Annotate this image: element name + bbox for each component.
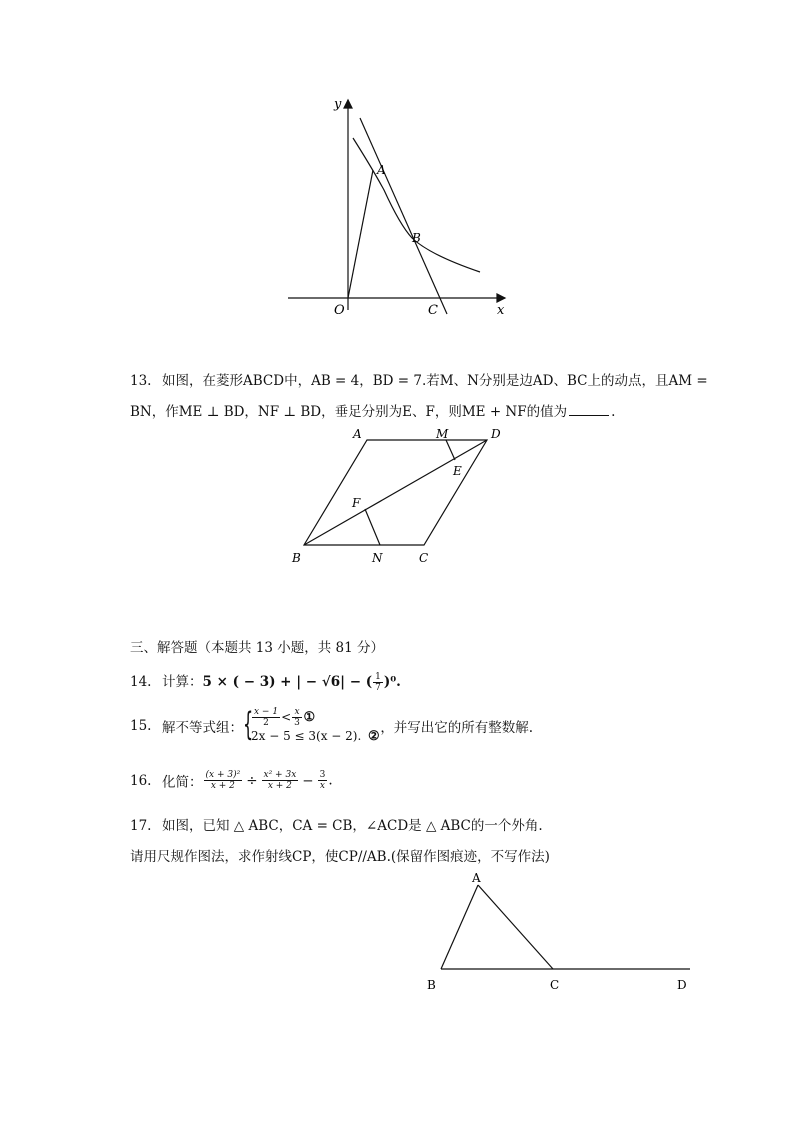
mark-1: ① <box>303 710 316 725</box>
label-C: C <box>419 551 429 565</box>
label-F: F <box>352 496 361 510</box>
y-axis-arrow <box>344 100 352 108</box>
label-B: B <box>427 978 436 992</box>
label-N: N <box>372 551 383 565</box>
label-C: C <box>550 978 560 992</box>
q13-text-line2: BN，作ME ⊥ BD，NF ⊥ BD，垂足分别为E、F，则ME + NF的值为 <box>130 404 568 420</box>
section-heading: 三、解答题（本题共 13 小题，共 81 分） <box>130 640 385 656</box>
label-E: E <box>453 464 462 478</box>
side-ab <box>441 885 478 969</box>
segment-nf <box>365 509 380 545</box>
fraction-one-seventh: $\frac{1}{7}$ <box>375 672 381 693</box>
q17-line1: 17. 如图，已知 △ ABC，CA = CB，∠ACD是 △ ABC的一个外角. <box>130 818 543 834</box>
label-A: A <box>353 427 362 441</box>
label-x: x <box>497 303 505 318</box>
q14: 14. 计算：5 × ( − 3) + | − √6| − ( $\frac{1}{7}$ )⁰. <box>130 672 401 693</box>
mark-2: ② <box>367 729 380 744</box>
label-A: A <box>377 163 386 177</box>
x-axis-arrow <box>497 294 505 302</box>
label-B: B <box>412 231 421 245</box>
line-oa <box>348 170 373 298</box>
hyperbola-curve <box>353 138 480 272</box>
label-y: y <box>334 97 342 112</box>
answer-blank[interactable] <box>569 403 609 416</box>
q13-line2: BN，作ME ⊥ BD，NF ⊥ BD，垂足分别为E、F，则ME + NF的值为 . <box>130 404 616 420</box>
inequality-system: { $\frac{x - 1}{2}$ < $\frac{x}{3}$ ① 2x − 5 ≤ 3(x − 2). ② <box>243 705 380 744</box>
figure-q13-rhombus <box>285 422 515 572</box>
q13-text-line1: 如图，在菱形ABCD中，AB = 4，BD = 7.若M、N分别是边AD、BC上的动点，且AM = <box>162 373 708 389</box>
label-D: D <box>491 427 501 441</box>
diagonal-bd <box>304 440 487 545</box>
label-C: C <box>428 303 438 318</box>
figure-q17-triangle <box>420 866 700 996</box>
q16: 16. 化简： $\frac{\text{(x + 3)²}}{x + 2}$ ÷ $\frac{\text{x² + 3x}}{x + 2}$ − $\frac{3}{x}$ . <box>130 770 333 791</box>
label-M: M <box>436 427 449 441</box>
label-O: O <box>334 303 345 318</box>
line-ac <box>360 118 447 314</box>
q13-line1 <box>130 369 708 389</box>
q17-line2: 请用尺规作图法，求作射线CP，使CP//AB.(保留作图痕迹，不写作法) <box>130 849 550 865</box>
side-ac <box>478 885 553 969</box>
label-D: D <box>677 978 687 992</box>
segment-me <box>446 440 455 460</box>
figure-q12-graph <box>280 90 520 330</box>
q13-number: 13. <box>130 373 152 389</box>
label-B: B <box>292 551 301 565</box>
q15: 15. 解不等式组： { $\frac{x - 1}{2}$ < $\frac{x}{3}$ ① 2x − 5 ≤ 3(x − 2). ② ，并写出它的所有整数解. <box>130 705 534 744</box>
label-A: A <box>472 871 481 885</box>
